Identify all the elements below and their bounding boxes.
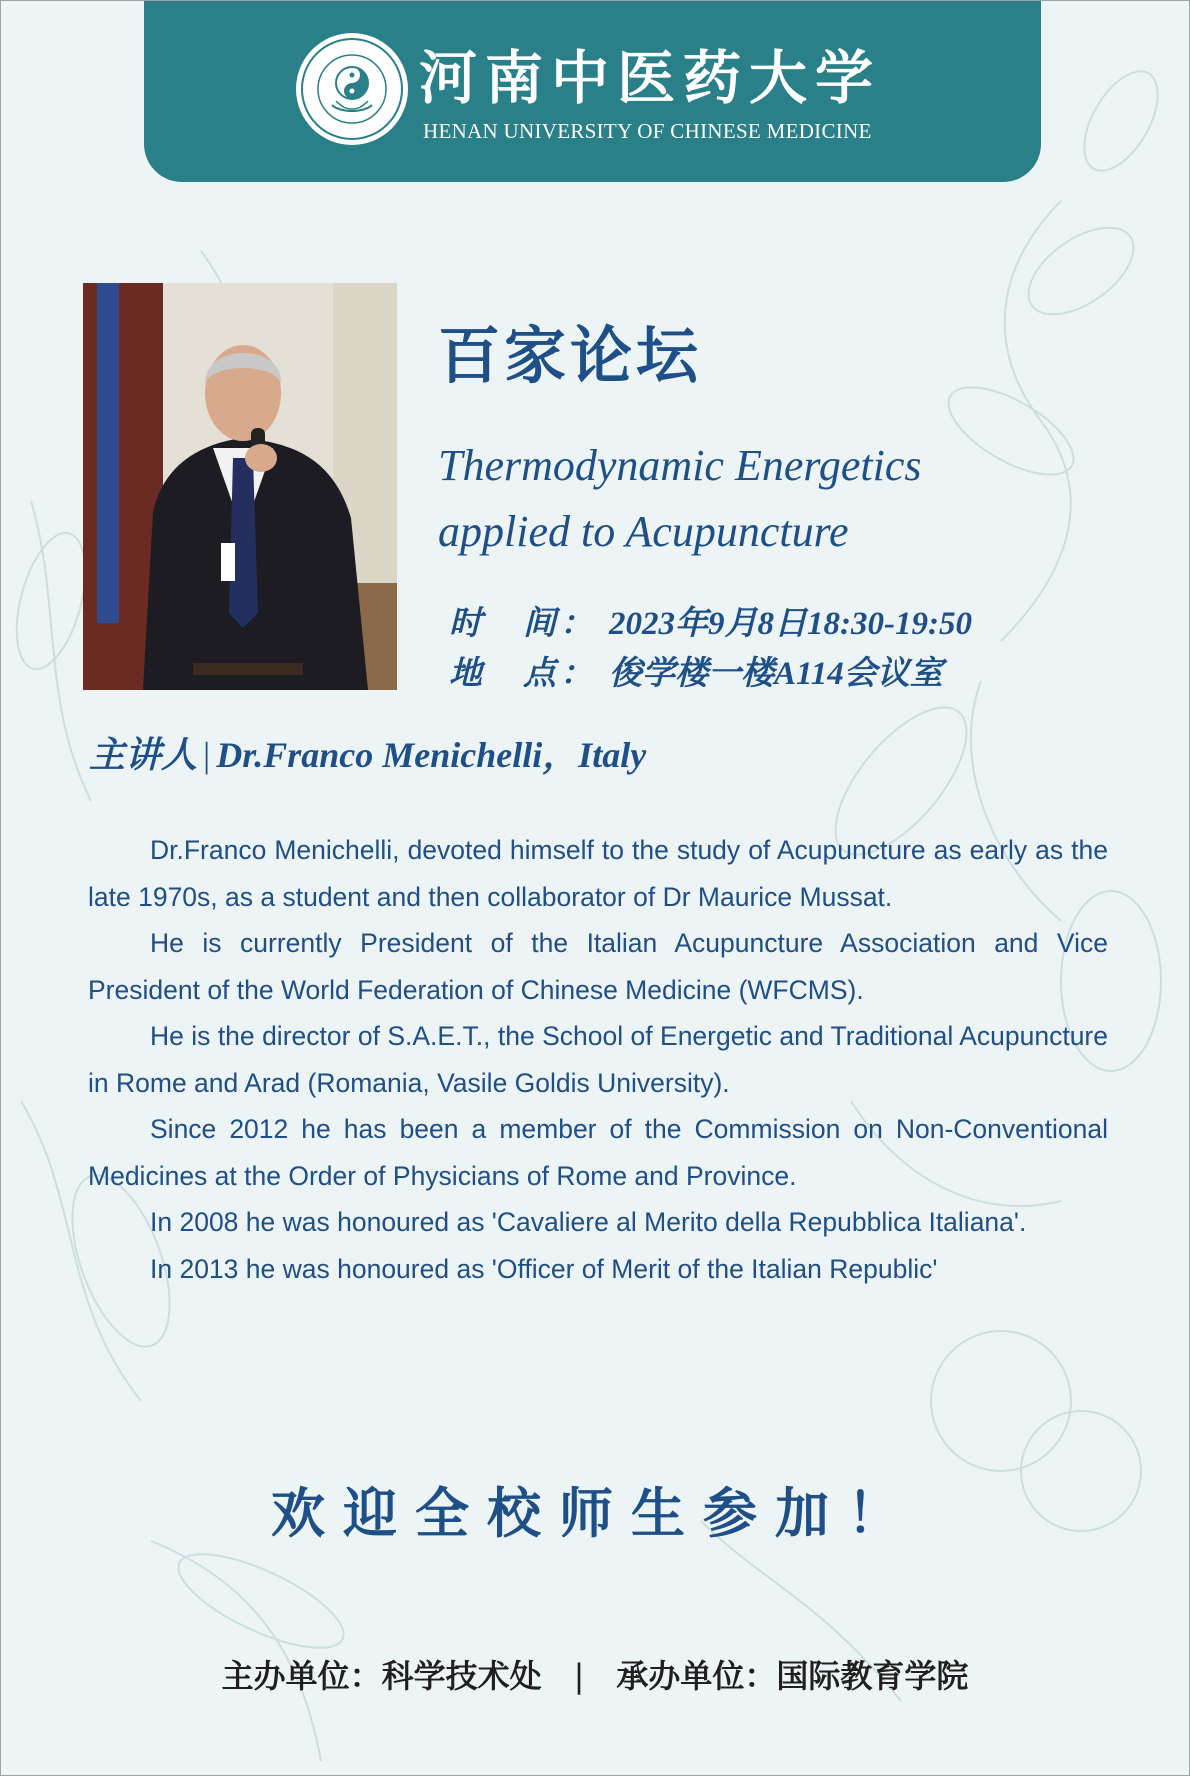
bio-paragraph: In 2013 he was honoured as 'Officer of Merit of the Italian Republic' [150, 1253, 938, 1284]
welcome-message: 欢迎全校师生参加！ [271, 1481, 919, 1545]
bio-paragraph: He is currently President of the Italian Acupuncture Association and Vice President of the World Federation of Chinese Medicine (WFCMS). [88, 928, 1108, 1005]
place-label: 地 点： [449, 656, 597, 692]
header-banner [144, 1, 1041, 182]
lecture-title [438, 433, 1058, 565]
speaker-separator: | [203, 735, 211, 775]
bio-paragraph: In 2008 he was honoured as 'Cavaliere al Merito della Repubblica Italiana'. [150, 1207, 1027, 1237]
place-row [449, 647, 1069, 694]
speaker-label: 主讲人 [89, 735, 198, 775]
organizers-footer [1, 1651, 1189, 1697]
lecture-title-line-1: Thermodynamic Energetics [438, 441, 922, 490]
time-row [449, 597, 1069, 644]
speaker-biography [88, 827, 1108, 1292]
speaker-name: Dr.Franco Menichelli，Italy [216, 735, 647, 775]
time-label: 时 间： [449, 606, 597, 642]
speaker-line [89, 727, 646, 778]
bio-paragraph: He is the director of S.A.E.T., the School of Energetic and Traditional Acupuncture in Rome and Arad (Romania, Vasile Goldis University). [88, 1021, 1108, 1098]
university-chinese-name: 河南中医药大学 [419, 44, 882, 112]
speaker-photo [83, 283, 397, 690]
co-organizer: 承办单位：国际教育学院 [616, 1657, 969, 1695]
bio-paragraph: Dr.Franco Menichelli, devoted himself to the study of Acupuncture as early as the late 1970s, as a student and then collaborator of Dr Maurice Mussat. [88, 835, 1108, 912]
lecture-title-line-2: applied to Acupuncture [438, 507, 849, 556]
place-value: 俊学楼一楼A114会议室 [609, 656, 943, 692]
university-seal-logo-icon [294, 31, 410, 147]
footer-separator: | [573, 1657, 585, 1695]
time-value: 2023年9月8日18:30-19:50 [609, 606, 972, 642]
bio-paragraph: Since 2012 he has been a member of the Commission on Non-Conventional Medicines at the Order of Physicians of Rome and Province. [88, 1114, 1108, 1191]
organizer: 主办单位：科学技术处 [221, 1657, 542, 1695]
university-english-name: HENAN UNIVERSITY OF CHINESE MEDICINE [423, 119, 872, 143]
forum-name: 百家论坛 [438, 319, 703, 392]
